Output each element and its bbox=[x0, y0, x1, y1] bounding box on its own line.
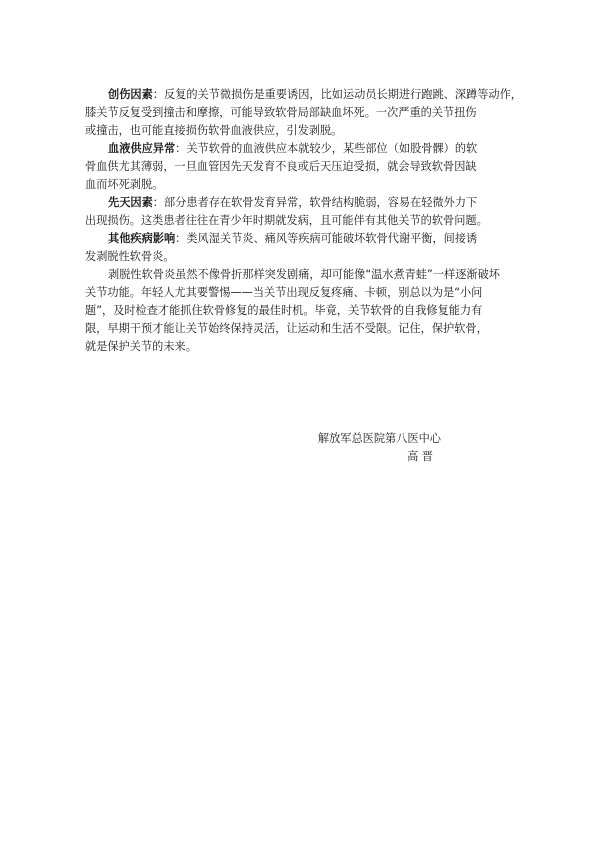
paragraph-text: ：反复的关节微损伤是重要诱因，比如运动员长期进行跑跳、深蹲等动作， bbox=[152, 88, 522, 101]
paragraph-text: ：部分患者存在软骨发育异常，软骨结构脆弱，容易在轻微外力下 bbox=[152, 196, 478, 209]
paragraph-line: 膝关节反复受到撞击和摩擦，可能导致软骨局部缺血坏死。一次严重的关节扭伤 bbox=[85, 106, 477, 119]
paragraph-other-disease bbox=[85, 230, 515, 266]
paragraph-line: 题”，及时检查才能抓住软骨修复的最佳时机。毕竟，关节软骨的自我修复能力有 bbox=[85, 304, 483, 317]
paragraph-line: 剥脱性软骨炎虽然不像骨折那样突发剧痛，却可能像“温水煮青蛙”一样逐渐破坏 bbox=[108, 268, 500, 281]
paragraph-line bbox=[85, 86, 522, 104]
paragraph-line: 出现损伤。这类患者往往在青少年时期就发病，且可能伴有其他关节的软骨问题。 bbox=[85, 214, 488, 227]
paragraph-line bbox=[85, 140, 515, 158]
paragraph-line: 发剥脱性软骨炎。 bbox=[85, 250, 175, 263]
signature-organization: 解放军总医院第八医中心 bbox=[317, 432, 441, 445]
paragraph-line: 骨血供尤其薄弱，一旦血管因先天发育不良或后天压迫受损，就会导致软骨因缺 bbox=[85, 160, 477, 173]
paragraph-blood-supply bbox=[85, 140, 515, 194]
paragraph-heading: 创伤因素 bbox=[108, 88, 153, 101]
paragraph-conclusion bbox=[85, 266, 515, 356]
paragraph-text: ：类风湿关节炎、痛风等疾病可能破坏软骨代谢平衡，间接诱 bbox=[175, 232, 478, 245]
paragraph-heading: 先天因素 bbox=[108, 196, 153, 209]
paragraph-line bbox=[85, 194, 515, 212]
paragraph-heading: 血液供应异常 bbox=[108, 142, 176, 155]
paragraph-line: 就是保护关节的未来。 bbox=[85, 340, 197, 353]
paragraph-heading: 其他疾病影响 bbox=[108, 232, 176, 245]
paragraph-trauma bbox=[85, 86, 522, 140]
document-body bbox=[85, 86, 522, 356]
paragraph-text: ：关节软骨的血液供应本就较少，某些部位（如股骨髁）的软 bbox=[175, 142, 478, 155]
paragraph-line bbox=[85, 230, 515, 248]
signature-block bbox=[318, 430, 441, 466]
paragraph-line: 或撞击，也可能直接损伤软骨血液供应，引发剥脱。 bbox=[85, 124, 343, 137]
signature-author: 高 晋 bbox=[407, 450, 433, 463]
paragraph-line: 限，早期干预才能让关节始终保持灵活，让运动和生活不受限。记住，保护软骨， bbox=[85, 322, 488, 335]
paragraph-line: 关节功能。年轻人尤其要警惕——当关节出现反复疼痛、卡顿，别总以为是“小问 bbox=[85, 286, 483, 299]
paragraph-line: 血而坏死剥脱。 bbox=[85, 178, 164, 191]
paragraph-congenital bbox=[85, 194, 515, 230]
